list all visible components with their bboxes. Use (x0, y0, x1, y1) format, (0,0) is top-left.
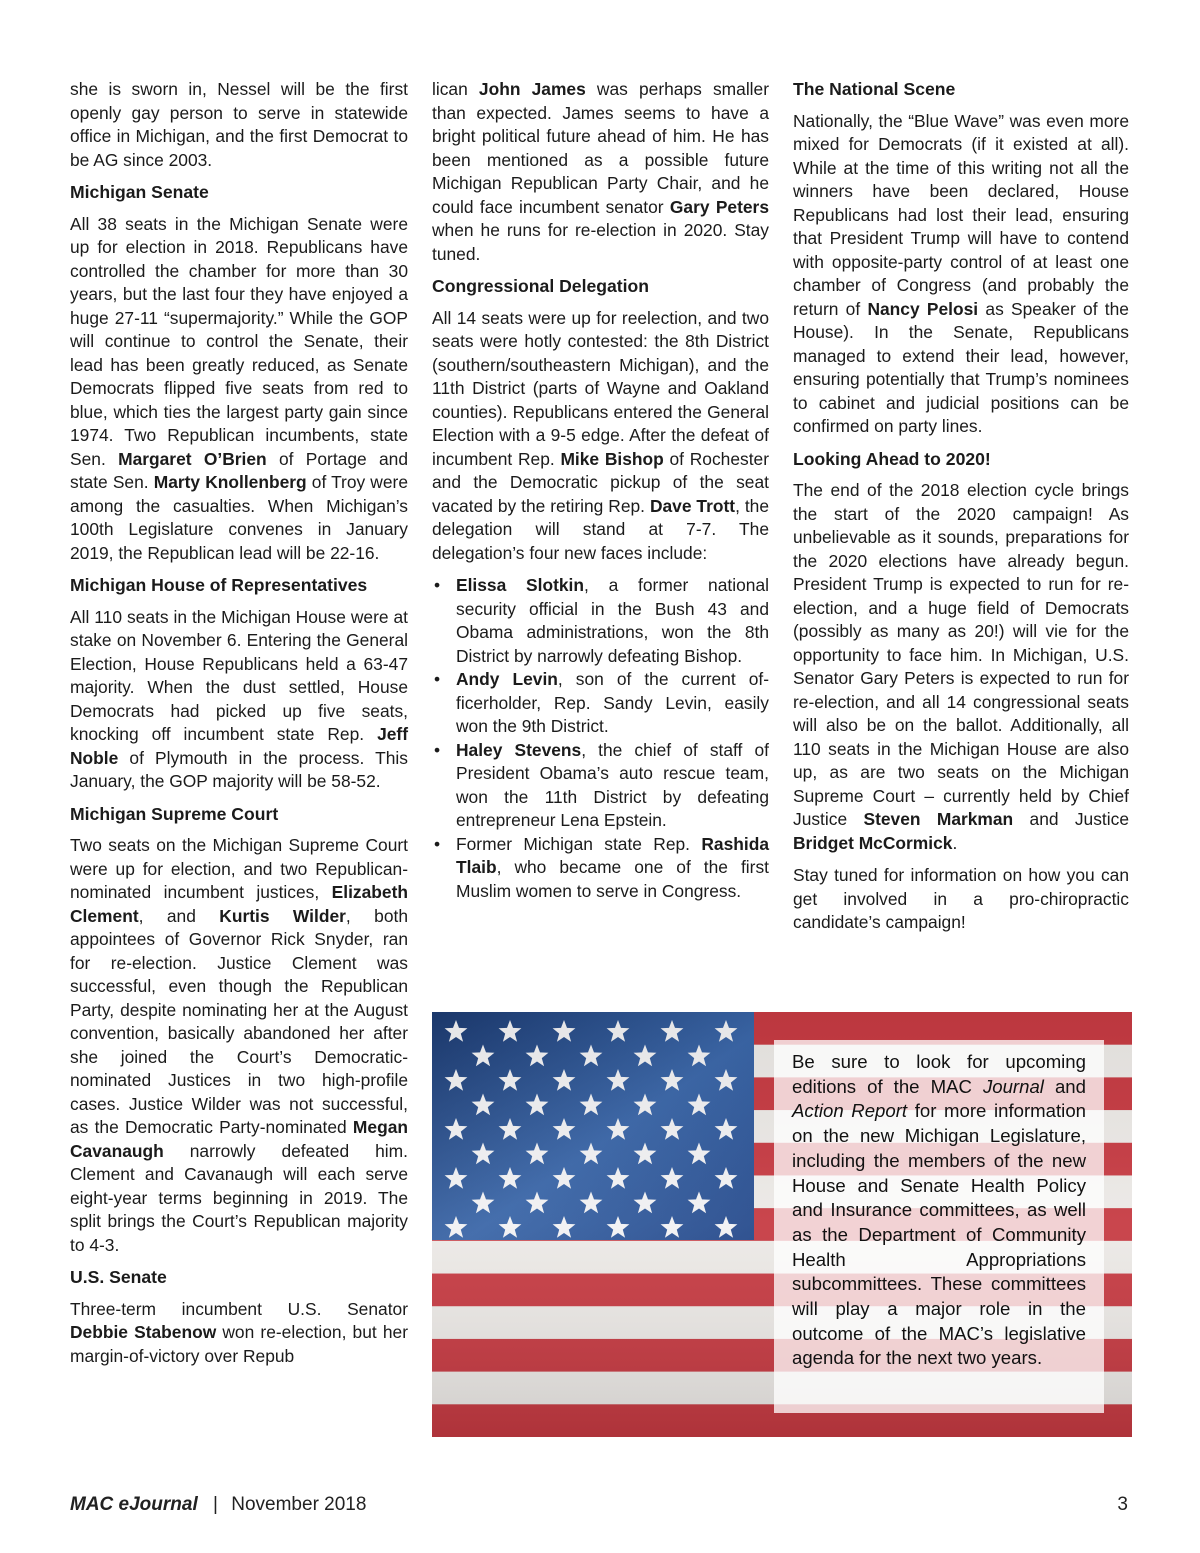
paragraph: lican John James was perhaps smaller than expected. James seems to have a bright political future ahead of him. He has been mentioned as a possible future Michigan Republican Party Chair, and he could face incumbent senator Gary Peters when he runs for re-election in 2020. Stay tuned. (432, 79, 770, 264)
column-2 (432, 78, 769, 903)
callout-text: for more information on the new Michigan Legislature, including the members of the new House and Senate Health Policy and Insurance committees, as well as the Department of Community Health Appropriations subcommittees. These committees will play a major role in the outcome of the MAC’s legislative agenda for the next two years. (792, 1100, 1086, 1369)
bold-name: Andy Levin (456, 669, 558, 689)
bold-name: Jeff Noble (70, 724, 408, 768)
bold-name: Steven Markman (863, 809, 1014, 829)
paragraph: Two seats on the Michigan Supreme Court were up for election, and two Republican-nominated incumbent justices, Elizabeth Clement, and Kurtis Wilder, both appointees of Governor Rick Snyder, ran for re-election. Justice Clement was successful, even though the Republican Party, despite nominating her at the August convention, basically abandoned her after she joined the Court’s Democratic-nominated Justices in two high-profile cases. Justice Wilder was not successful, as the Democratic Party-nominated Megan Cavanaugh narrowly defeated him. Clement and Cavanaugh will each serve eight-year terms beginning in 2019. The split brings the Court’s Republican majority to 4-3. (70, 835, 408, 1255)
heading-congressional-delegation: Congressional Delegation (432, 276, 650, 296)
bold-name: Haley Stevens (456, 739, 582, 760)
list-item: • Haley Stevens, the chief of staff of President Obama’s auto rescue team, won the 11th District by defeating entrepreneur Lena Epstein. (432, 739, 769, 833)
paragraph: The end of the 2018 election cycle brings the start of the 2020 campaign! As unbelievable as it sounds, preparations for the 2020 elections have already begun. President Trump is expected to run for re-election, and a huge field of Democrats (possibly as many as 20!) will vie for the opportunity to face him. In Michigan, U.S. Senator Gary Peters is expected to run for re-election, and all 14 congressional seats will also be on the ballot. Additionally, all 110 seats in the Michigan House are also up, as are two seats on the Michigan Supreme Court – currently held by Chief Justice Steven Markman and Justice Bridget McCormick. (793, 480, 1129, 853)
bold-name: Elizabeth Clement (70, 882, 408, 926)
bold-name: Bridget McCormick (793, 832, 953, 853)
heading-looking-ahead: Looking Ahead to 2020! (793, 448, 991, 469)
list-item: • Former Michigan state Rep. Rashida Tlaib, who became one of the first Muslim women to serve in Congress. (432, 833, 769, 904)
callout-italic-journal: Journal (982, 1075, 1044, 1097)
page-number: 3 (1117, 1494, 1128, 1515)
page-footer (70, 1494, 1130, 1524)
paragraph: Three-term incumbent U.S. Senator Debbie Stabenow won re-election, but her margin-of-victory over Repub (70, 1298, 408, 1366)
bold-name: Dave Trott (649, 495, 736, 516)
callout-text: and (1043, 1075, 1086, 1097)
paragraph: All 14 seats were up for reelection, and two seats were hotly contested: the 8th District (southern/southeastern Michigan), and the 11th District (parts of Wayne and Oakland counties). Republicans entered the General Election with a 9-5 edge. After the defeat of incumbent Rep. Mike Bishop of Rochester and the Democratic pickup of the seat vacated by the retiring Rep. Dave Trott, the delegation will stand at 7-7. The delegation’s four new faces include: (432, 307, 770, 563)
paragraph: All 110 seats in the Michigan House were at stake on November 6. Entering the General Election, House Republicans held a 63-47 majority. When the dust settled, House Democrats had picked up five seats, knocking off incumbent state Rep. Jeff Noble of Plymouth in the process. This January, the GOP majority will be 58-52. (70, 606, 408, 791)
bold-name: Mike Bishop (560, 448, 664, 469)
journal-name: MAC eJournal (70, 1494, 198, 1515)
list-item: • Andy Levin, son of the current officerholder, Rep. Sandy Levin, easily won the 9th District. (432, 668, 769, 739)
callout-text: Be sure to look for upcoming editions of the MAC (792, 1051, 1086, 1097)
paragraph: All 38 seats in the Michigan Senate were up for election in 2018. Republicans have controlled the chamber for more than 30 years, but the last four they have enjoyed a huge 27-11 “supermajority.” While the GOP will continue to control the Senate, their lead has been greatly reduced, as Senate Democrats flipped five seats from red to blue, which ties the largest party gain since 1974. Two Republican incumbents, state Sen. Margaret O’Brien of Portage and state Sen. Marty Knollenberg of Troy were among the casualties. When Michigan’s 100th Legislature convenes in January 2019, the Republican lead will be 22-16. (70, 213, 409, 563)
new-faces-list (432, 574, 769, 903)
issue-date: November 2018 (231, 1494, 367, 1515)
paragraph: Nationally, the “Blue Wave” was even more mixed for Democrats (if it existed at all). While at the time of this writing not all the winners have been declared, House Republicans had lost their lead, ensuring that President Trump will have to contend with opposite-party control of at least one chamber of Congress (and probably the return of Nancy Pelosi as Speaker of the House). In the Senate, Republicans managed to extend their lead, however, ensuring potentially that Trump’s nominees to cabinet and judicial positions can be confirmed on party lines. (793, 110, 1129, 436)
bold-name: Rashida Tlaib (456, 833, 769, 877)
paragraph: Stay tuned for information on how you can get involved in a pro-chiropractic candidate’s campaign! (793, 865, 1129, 932)
footer-separator: | (213, 1494, 218, 1515)
bold-name: Nancy Pelosi (867, 298, 979, 319)
callout-box (774, 1040, 1104, 1413)
callout-italic-action-report: Action Report (792, 1100, 908, 1122)
bold-name: Gary Peters (669, 196, 770, 217)
bold-name: Kurtis Wilder (219, 905, 346, 926)
bold-name: Elissa Slotkin (456, 575, 585, 595)
bold-name: Marty Knollenberg (153, 472, 307, 492)
bold-name: Margaret O’Brien (118, 448, 267, 469)
bold-name: Megan Cavanaugh (70, 1117, 408, 1161)
column-3 (793, 78, 1129, 944)
paragraph: she is sworn in, Nessel will be the first openly gay person to serve in statewide office in Michigan, and the first Democrat to be AG since 2003. (70, 79, 408, 170)
heading-national-scene: The National Scene (793, 79, 956, 99)
heading-michigan-supreme-court: Michigan Supreme Court (70, 803, 279, 824)
american-flag-image (432, 1012, 1132, 1437)
column-1 (70, 78, 408, 1377)
heading-michigan-house: Michigan House of Representatives (70, 575, 368, 595)
heading-michigan-senate: Michigan Senate (70, 182, 209, 202)
bold-name: Debbie Stabenow (70, 1322, 217, 1342)
bold-name: John James (478, 79, 586, 99)
heading-us-senate: U.S. Senate (70, 1267, 167, 1287)
list-item: • Elissa Slotkin, a former national security official in the Bush 43 and Obama administrations, won the 8th District by narrowly defeating Bishop. (432, 574, 769, 668)
